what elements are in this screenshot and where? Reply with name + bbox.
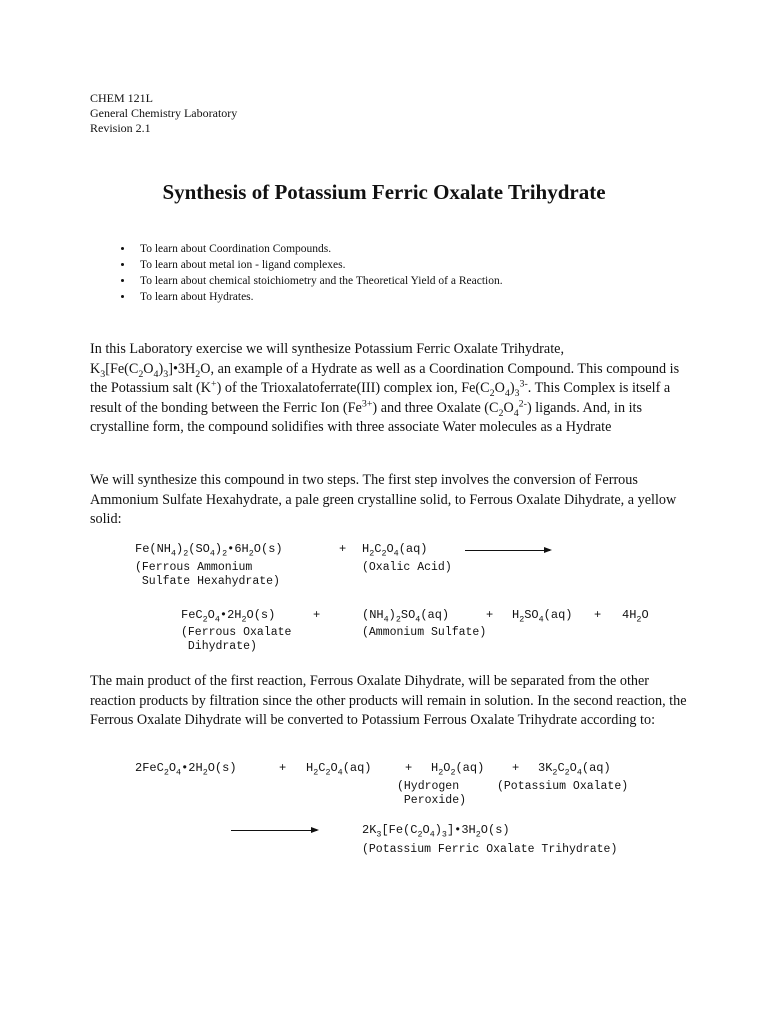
r1-product3: $H_2SO_4(aq)$ xyxy=(512,608,573,625)
r1-plus: + xyxy=(339,542,347,556)
list-item: • To learn about Coordination Compounds. xyxy=(134,241,503,257)
r1-plus: + xyxy=(594,608,602,622)
r1-plus: + xyxy=(313,608,321,622)
list-item: • To learn about metal ion - ligand complexes. xyxy=(134,257,503,273)
r1-product2-label: (Ammonium Sulfate) xyxy=(362,626,487,639)
steps-paragraph: We will synthesize this compound in two steps. The first step involves the conversion of Ferrous Ammonium Sulfate Hexahydrate, a pale green crystalline solid, to Ferrous Oxalate Dihydrate, a yellow solid: xyxy=(90,472,677,527)
r2-plus: + xyxy=(512,761,520,775)
course-code: CHEM 121L xyxy=(90,91,153,105)
r1-reactant2-label: (Oxalic Acid) xyxy=(362,561,452,574)
r2-reactant1: $2FeC_2O_4•2H_2O(s)$ xyxy=(135,761,237,778)
r1-product4: $4H_2O$ xyxy=(622,608,649,625)
r2-plus: + xyxy=(279,761,287,775)
r1-plus: + xyxy=(486,608,494,622)
doc-header xyxy=(90,91,237,136)
r2-reactant4: $3K_2C_2O_4(aq)$ xyxy=(538,761,611,778)
r1-reactant1: $Fe(NH_4)_2(SO_4)_2•6H_2O(s)$ xyxy=(135,542,283,559)
list-item: • To learn about chemical stoichiometry and the Theoretical Yield of a Reaction. xyxy=(134,273,503,289)
r1-product2: $(NH_4)_2SO_4(aq)$ xyxy=(362,608,450,625)
r2-product-label: (Potassium Ferric Oxalate Trihydrate) xyxy=(362,843,618,856)
r2-peroxide-label: (Hydrogen Peroxide) xyxy=(397,780,467,807)
mid-paragraph: The main product of the first reaction, Ferrous Oxalate Dihydrate, will be separated from the other reaction products by filtration since the other products will remain in solution. In the second reaction, the Ferrous Oxalate Dihydrate will be converted to Potassium Ferrous Oxalate Trihydrate according to: xyxy=(90,673,687,728)
r2-product: $2K_3[Fe(C_2O_4)_3]•3H_2O(s)$ xyxy=(362,823,510,840)
intro-paragraph: In this Laboratory exercise we will synthesize Potassium Ferric Oxalate Trihydrate, $K_3[Fe(C_2O_4)_3]•3H_2O$, an example of a Hydrate as well as a Coordination Compound. This compound is the Potassium salt (K+) of the Trioxalatoferrate(III) complex ion, $Fe(C_2O_4)_3^{3-}$. This Complex is itself a result of the bonding between the Ferric Ion $(Fe^{3+})$ and three Oxalate $(C_2O_4^{2-})$ ligands. And, in its crystalline form, the compound solidifies with three associate Water molecules as a Hydrate xyxy=(90,341,680,435)
r2-koxalate-label: (Potassium Oxalate) xyxy=(497,780,629,793)
goals-list xyxy=(112,241,503,305)
r1-reactant1-label: (Ferrous Ammonium Sulfate Hexahydrate) xyxy=(135,561,280,588)
lab-name: General Chemistry Laboratory xyxy=(90,106,238,120)
revision: Revision 2.1 xyxy=(90,121,151,135)
r2-reactant2: $H_2C_2O_4(aq)$ xyxy=(306,761,372,778)
r1-reactant2: $H_2C_2O_4(aq)$ xyxy=(362,542,428,559)
reaction-arrow-icon xyxy=(465,550,550,551)
r1-product1: $FeC_2O_4•2H_2O(s)$ xyxy=(181,608,276,625)
r2-plus: + xyxy=(405,761,413,775)
reaction-arrow-icon xyxy=(231,830,317,831)
r1-product1-label: (Ferrous Oxalate Dihydrate) xyxy=(181,626,292,653)
page-title: Synthesis of Potassium Ferric Oxalate Trihydrate xyxy=(162,180,606,204)
r2-reactant3: $H_2O_2(aq)$ xyxy=(431,761,485,778)
list-item: • To learn about Hydrates. xyxy=(134,289,503,305)
